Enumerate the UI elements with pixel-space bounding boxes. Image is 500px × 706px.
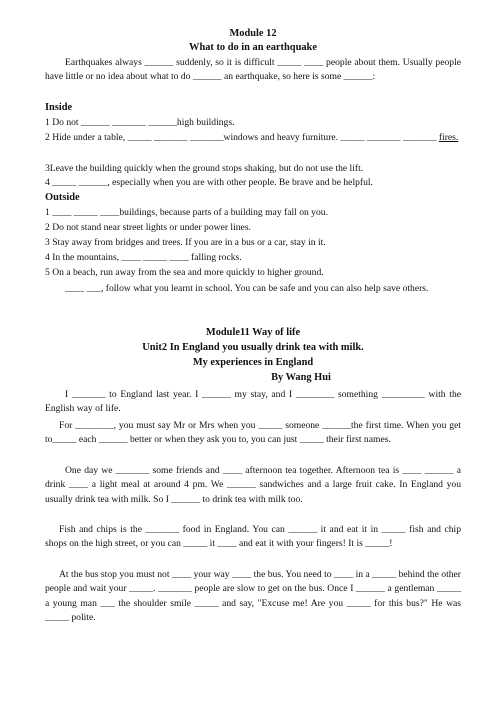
outside-item-3: 3 Stay away from bridges and trees. If you are in a bus or a car, stay in it.	[45, 237, 326, 248]
module12-intro: Earthquakes always ______ suddenly, so it is difficult _____ ____ people about them. Usually people have little or no idea about what to do ______ an earthquake, so here is some ______:	[45, 57, 461, 83]
inside-item-2	[45, 131, 461, 145]
article-author: By Wang Hui	[271, 372, 331, 383]
inside-item-2-text: 2 Hide under a table, _____ _______ _______windows and heavy furniture. _____ _______ _______	[45, 132, 439, 143]
outside-heading: Outside	[45, 192, 80, 203]
module11-title: Module11 Way of life	[205, 327, 301, 338]
inside-item-2-underlined-word: fires.	[438, 132, 459, 143]
inside-item-3: 3Leave the building quickly when the ground stops shaking, but do not use the lift.	[45, 163, 364, 174]
module12-subtitle: What to do in an earthquake	[189, 42, 317, 53]
article-paragraph-3: One day we _______ some friends and ____ afternoon tea together. Afternoon tea is ____ ______ a drink ____ a light meal at around 4 pm. We ______ sandwiches and a large fruit cake. In England you usually drink tea with milk. So I ______ to drink tea with milk too.	[45, 465, 461, 505]
article-paragraph-5: At the bus stop you must not ____ your way ____ the bus. You need to ____ in a _____ behind the other people and wait your _____. _______ people are slow to get on the bus. Once I ______ a gentleman _____ a young man ___ the shoulder smile _____ and say, "Excuse me! Are you _____ for this bus?" He was _____ polite.	[45, 569, 461, 624]
outside-item-2: 2 Do not stand near street lights or under power lines.	[45, 222, 251, 233]
module12-title: Module 12	[229, 28, 277, 39]
inside-item-4: 4 _____ ______, especially when you are with other people. Be brave and be helpful.	[45, 177, 373, 188]
article-paragraph-4: Fish and chips is the _______ food in England. You can ______ it and eat it in _____ fish and chip shops on the high street, or you can _____ it ____ and eat it with your fingers! It is _____!	[45, 524, 461, 550]
article-paragraph-2: For ________, you must say Mr or Mrs when you _____ someone ______the first time. When you get to_____ each ______ better or when they ask you to, you can just _____ their first names.	[45, 420, 461, 446]
unit-title: Unit2 In England you usually drink tea with milk.	[142, 342, 364, 353]
article-heading: My experiences in England	[192, 357, 314, 368]
outside-item-4: 4 In the mountains, ____ _____ ____ falling rocks.	[45, 252, 242, 263]
article-paragraph-1: I _______ to England last year. I ______ my stay, and I ________ something _________ with the English way of life.	[45, 389, 461, 415]
outside-item-1: 1 ____ _____ ____buildings, because parts of a building may fall on you.	[45, 207, 328, 218]
outside-item-5: 5 On a beach, run away from the sea and more quickly to higher ground.	[45, 267, 324, 278]
inside-item-1: 1 Do not ______ _______ ______high buildings.	[45, 117, 235, 128]
inside-heading: Inside	[45, 102, 73, 113]
module12-closing: ____ ___, follow what you learnt in school. You can be safe and you can also help save others.	[65, 283, 429, 294]
